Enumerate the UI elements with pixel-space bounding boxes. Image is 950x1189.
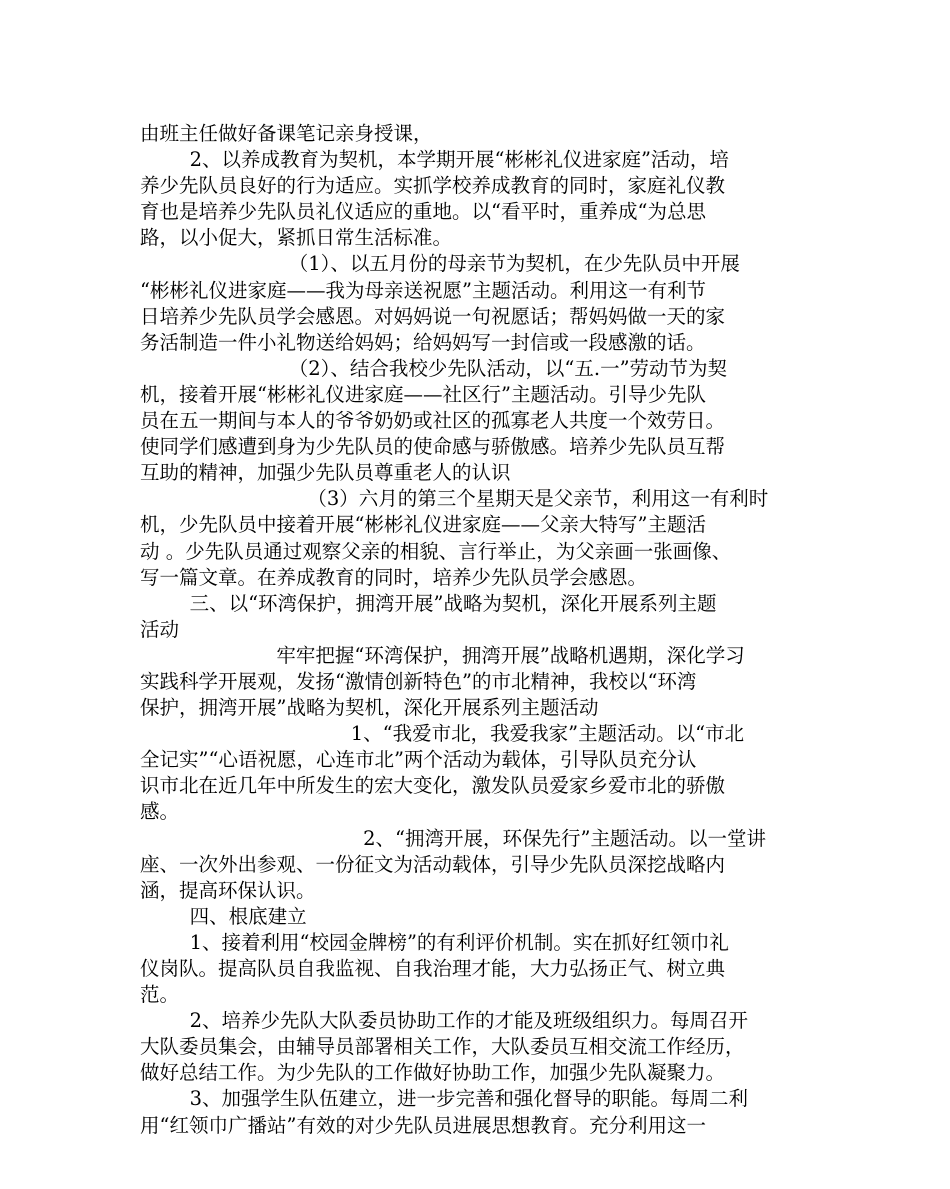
text-line: 务活制造一件小礼物送给妈妈；给妈妈写一封信或一段感激的话。 — [140, 330, 706, 354]
text-line: 座、一次外出参观、一份征文为活动载体，引导少先队员深挖战略内 — [140, 852, 726, 876]
text-line: 仪岗队。提高队员自我监视、自我治理才能，大力弘扬正气、树立典 — [140, 957, 726, 980]
text-line: 动 。少先队员通过观察父亲的相貌、言行举止，为父亲画一张画像、 — [140, 539, 732, 563]
text-line: 养少先队员良好的行为适应。实抓学校养成教育的同时，家庭礼仪教 — [140, 174, 726, 198]
text-line: 使同学们感遭到身为少先队员的使命感与骄傲感。培养少先队员互帮 — [140, 435, 726, 459]
text-line: 机，接着开展“彬彬礼仪进家庭——社区行”主题活动。引导少先队 — [140, 382, 706, 406]
text-line: 路，以小促大，紧抓日常生活标准。 — [140, 226, 453, 250]
text-line: 由班主任做好备课笔记亲身授课， — [140, 122, 433, 145]
text-line: （2）、结合我校少先队活动，以“五.一”劳动节为契 — [140, 356, 728, 380]
text-line: 识市北在近几年中所发生的宏大变化，激发队员爱家乡爱市北的骄傲 — [140, 774, 726, 798]
text-line: 2、以养成教育为契机，本学期开展“彬彬礼仪进家庭”活动，培 — [140, 148, 729, 172]
text-line: 三、以“环湾保护，拥湾开展”战略为契机，深化开展系列主题 — [140, 591, 717, 615]
text-line: 涵，提高环保认识。 — [140, 878, 316, 902]
text-line: 用“红领巾广播站”有效的对少先队员进展思想教育。充分利用这一 — [140, 1113, 706, 1137]
text-line: 2、培养少先队大队委员协助工作的才能及班级组织力。每周召开 — [140, 1009, 748, 1033]
text-line: 感。 — [140, 800, 180, 824]
text-line: 3、加强学生队伍建立，进一步完善和强化督导的职能。每周二利 — [140, 1087, 748, 1111]
text-line: 牢牢把握“环湾保护，拥湾开展”战略机遇期，深化学习 — [140, 643, 745, 667]
text-line: 育也是培养少先队员礼仪适应的重地。以“看平时，重养成“为总思 — [140, 200, 706, 224]
text-line: （3）六月的第三个星期天是父亲节，利用这一有利时 — [140, 487, 769, 511]
text-line: 2、“拥湾开展，环保先行”主题活动。以一堂讲 — [140, 826, 766, 850]
text-line: 写一篇文章。在养成教育的同时，培养少先队员学会感恩。 — [140, 565, 648, 589]
text-line: 保护，拥湾开展”战略为契机，深化开展系列主题活动 — [140, 696, 599, 720]
text-line: 四、根底建立 — [140, 904, 307, 928]
text-line: 1、接着利用“校园金牌榜”的有利评价机制。实在抓好红领巾礼 — [140, 930, 729, 954]
text-line: 机，少先队员中接着开展“彬彬礼仪进家庭——父亲大特写”主题活 — [140, 513, 706, 537]
text-line: “彬彬礼仪进家庭——我为母亲送祝愿”主题活动。利用这一有利节 — [140, 278, 706, 302]
text-line: 日培养少先队员学会感恩。对妈妈说一句祝愿话；帮妈妈做一天的家 — [140, 304, 726, 328]
text-line: （1）、以五月份的母亲节为契机，在少先队员中开展 — [140, 252, 740, 276]
text-line: 互助的精神，加强少先队员尊重老人的认识 — [140, 461, 511, 485]
text-line: 实践科学开展观，发扬“激情创新特色”的市北精神，我校以“环湾 — [140, 669, 697, 693]
text-line: 大队委员集会，由辅导员部署相关工作，大队委员互相交流工作经历， — [140, 1035, 745, 1059]
text-line: 1、“我爱市北，我爱我家”主题活动。以“市北 — [140, 722, 745, 746]
text-line: 员在五一期间与本人的爷爷奶奶或社区的孤寡老人共度一个效劳日。 — [140, 409, 726, 433]
document-body — [140, 121, 820, 1139]
text-line: 活动 — [140, 617, 180, 641]
text-line: 全记实”“心语祝愿，心连市北”两个活动为载体，引导队员充分认 — [140, 748, 697, 772]
text-line: 范。 — [140, 983, 180, 1007]
text-line: 做好总结工作。为少先队的工作做好协助工作，加强少先队凝聚力。 — [140, 1061, 726, 1085]
